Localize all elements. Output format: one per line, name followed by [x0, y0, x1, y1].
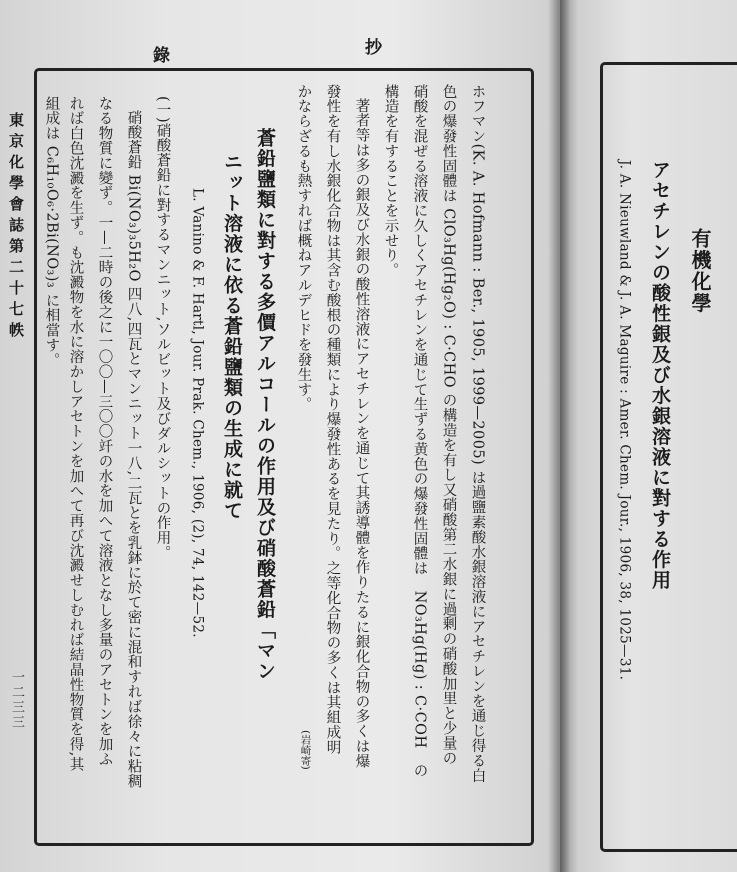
- book-gutter: [548, 0, 570, 872]
- header-left-char: 錄: [149, 46, 169, 65]
- article2-line-2: なる物質に變ず。一—二時の後之に一〇〇—三〇〇竏の水を加へて溶液となし多量のアセトンを加ふ: [96, 96, 113, 767]
- right-page-title: アセチレンの酸性銀及び水銀溶液に對する作用: [649, 160, 671, 591]
- article1-line-1: ホフマン(K. A. Hofmann : Ber., 1905, 1999—2005) は過鹽素酸水銀溶液にアセチレンを通じ得る白: [469, 84, 486, 783]
- article2-title-line-2: ニット溶液に依る蒼鉛鹽類の生成に就て: [221, 152, 243, 521]
- article1-line-3: 硝酸を混ぜる溶液に久しくアセチレンを通じて生ずる黄色の爆發性固體は NO₃Hg(Hg) : C·COH の: [411, 84, 428, 779]
- right-page-authors: J. A. Nieuwland & J. A. Maguire : Amer. Chem. Jour., 1906, 38, 1025—31.: [616, 160, 633, 681]
- article2-line-1: 硝酸蒼鉛 Bi(NO₃)₃5H₂O 四八,四瓦とマンニット一八,二瓦とを乳鉢に於て密に混和すれば徐々に粘稠: [125, 110, 142, 789]
- article1-line-5: 著者等は多の銀及び水銀の酸性溶液にアセチレンを通じて其誘導體を作りたるに銀化合物の多くは爆: [353, 98, 370, 769]
- article2-line-4: 組成は C₆H₁₀O₆·2Bi(NO₃)₃ に相當す。: [43, 96, 60, 368]
- page-number: 一二三三: [9, 670, 24, 730]
- article2-section-title: (一)硝酸蒼鉛に對するマンニット,ソルビット及びダルシットの作用。: [154, 96, 171, 561]
- article2-title-line-1: 蒼鉛鹽類に對する多價アルコールの作用及び硝酸蒼鉛「マン: [254, 128, 276, 682]
- article1-line-7: かならざるも熱すれば概ねアルデヒドを發生す。: [295, 84, 312, 412]
- article2-authors: L. Vanino & F. Hartl, Jour. Prak. Chem., 1906, (2), 74, 142—52.: [189, 188, 206, 638]
- header-right-char: 抄: [361, 38, 381, 57]
- article1-line-6: 發性を有し水銀化合物は其含む酸根の種類により爆發性あるを見たり。之等化合物の多くは其組成明: [324, 84, 341, 755]
- running-head: 東京化學會誌第二十七帙: [7, 112, 25, 343]
- article2-line-3: れば白色沈澱を生ず。も沈澱物を水に溶かしアセトンを加へて再び沈澱せしむれば結晶性物質を得,其: [67, 96, 84, 772]
- article1-contributor: (岩崎寄): [299, 730, 312, 770]
- article1-line-2: 色の爆發性固體は ClO₃Hg(Hg₂O) : C·CHO の構造を有し又硝酸第二水銀に過剰の硝酸加里と少量の: [440, 84, 457, 766]
- article1-line-4: 構造を有することを示せり。: [382, 84, 399, 278]
- right-page-category: 有機化學: [688, 228, 712, 314]
